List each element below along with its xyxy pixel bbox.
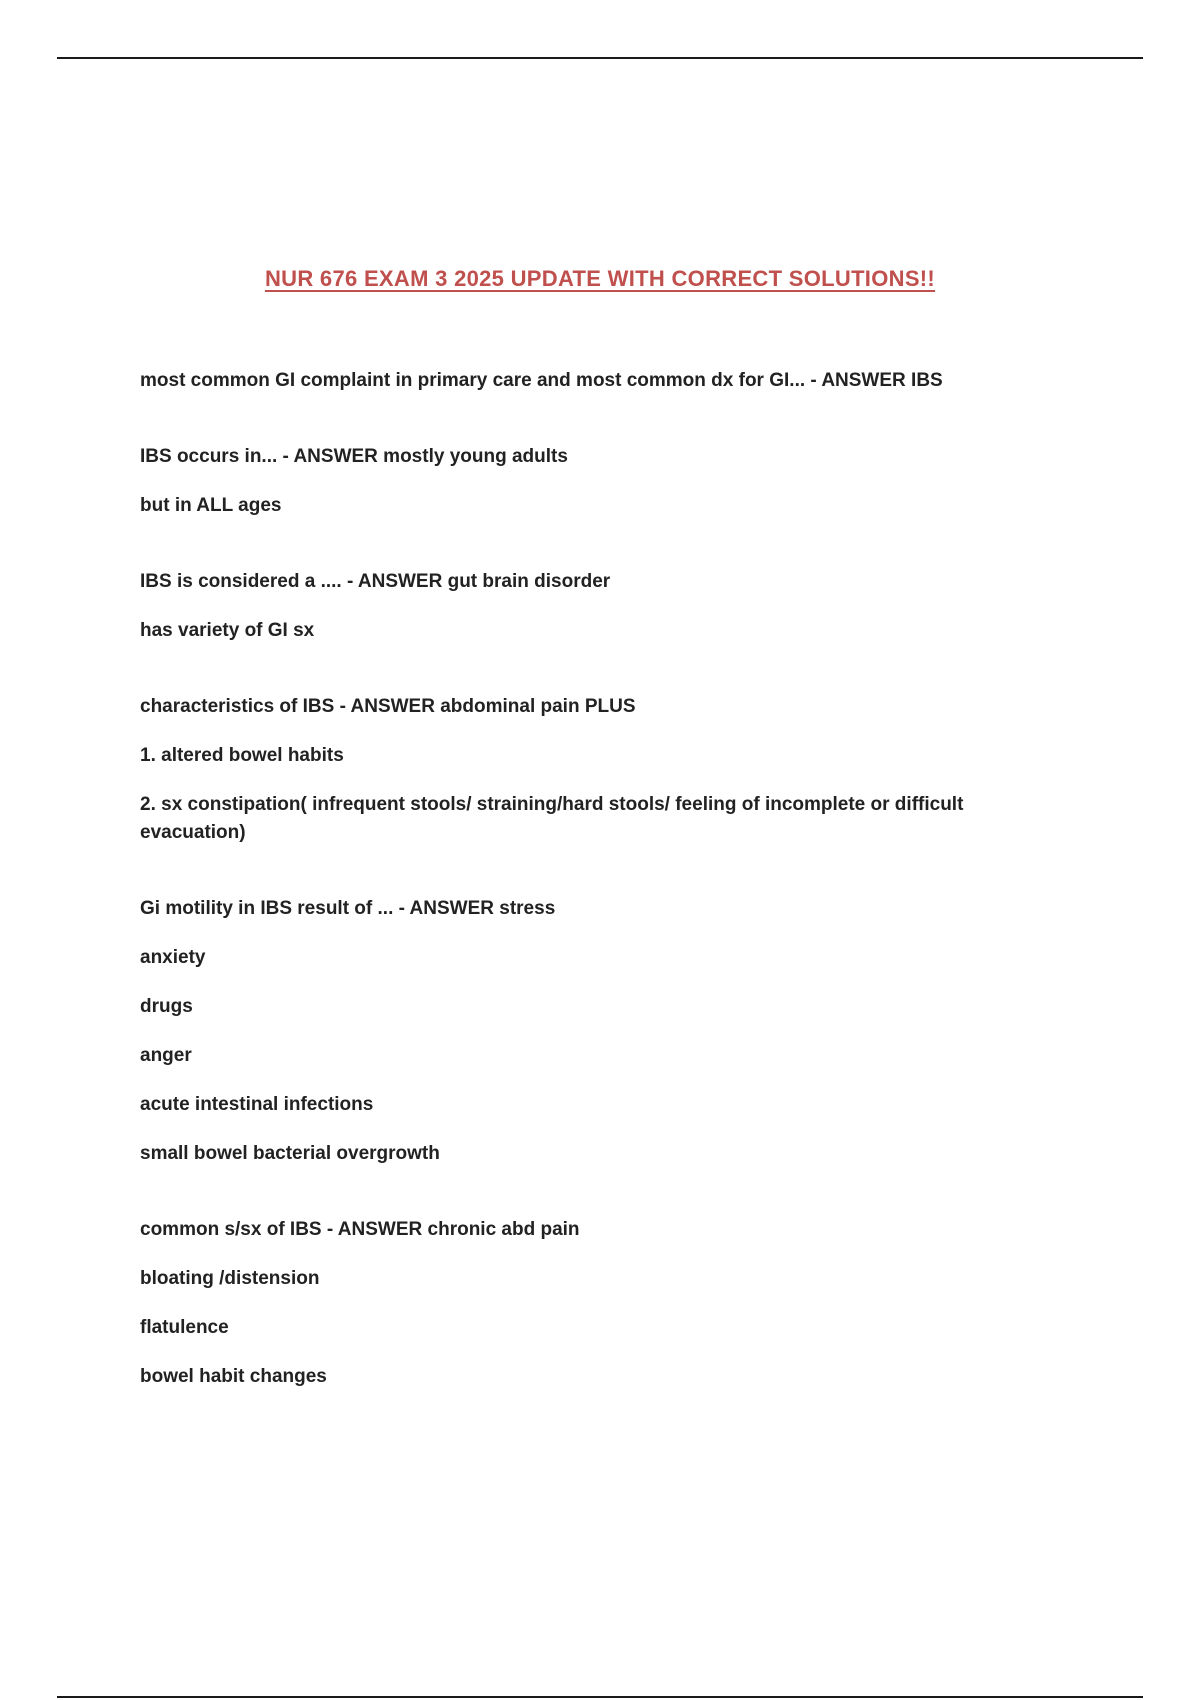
header-rule [57,57,1143,59]
answer-text: ANSWER abdominal pain PLUS [350,696,636,717]
document-title: NUR 676 EXAM 3 2025 UPDATE WITH CORRECT SOLUTIONS!! [264,266,936,291]
answer-text: ANSWER IBS [821,370,943,391]
qa-item [140,443,1080,520]
answer-line: 1. altered bowel habits [140,745,344,766]
qa-line: IBS is considered a .... - ANSWER gut brain disorder [140,571,611,592]
qa-list [140,367,1080,1439]
footer-rule [57,1696,1143,1698]
qa-line: most common GI complaint in primary care and most common dx for GI... - ANSWER IBS [140,370,943,391]
answer-line: bloating /distension [140,1268,320,1289]
question-text: most common GI complaint in primary care and most common dx for GI... [140,370,806,391]
answer-line: has variety of GI sx [140,620,315,641]
answer-line: small bowel bacterial overgrowth [140,1143,440,1164]
answer-text: ANSWER gut brain disorder [357,571,611,592]
qa-item [140,693,1080,847]
question-text: characteristics of IBS [140,696,335,717]
answer-line: drugs [140,996,193,1017]
answer-line: anxiety [140,947,206,968]
qa-item [140,568,1080,645]
answer-line: anger [140,1045,192,1066]
qa-line: common s/sx of IBS - ANSWER chronic abd pain [140,1219,580,1240]
qa-line: Gi motility in IBS result of ... - ANSWER stress [140,898,556,919]
question-text: IBS is considered a .... [140,571,342,592]
qa-item [140,895,1080,1168]
answer-line: 2. sx constipation( infrequent stools/ straining/hard stools/ feeling of incomplete or difficult evacuation) [140,794,964,843]
question-text: IBS occurs in... [140,446,278,467]
answer-line: flatulence [140,1317,229,1338]
answer-text: ANSWER stress [409,898,556,919]
answer-text: ANSWER chronic abd pain [337,1219,580,1240]
answer-text: ANSWER mostly young adults [293,446,568,467]
answer-line: but in ALL ages [140,495,282,516]
question-text: Gi motility in IBS result of ... [140,898,394,919]
question-text: common s/sx of IBS [140,1219,322,1240]
qa-line: IBS occurs in... - ANSWER mostly young adults [140,446,568,467]
qa-item [140,367,1080,395]
answer-line: acute intestinal infections [140,1094,374,1115]
qa-line: characteristics of IBS - ANSWER abdominal pain PLUS [140,696,636,717]
qa-item [140,1216,1080,1391]
answer-line: bowel habit changes [140,1366,327,1387]
